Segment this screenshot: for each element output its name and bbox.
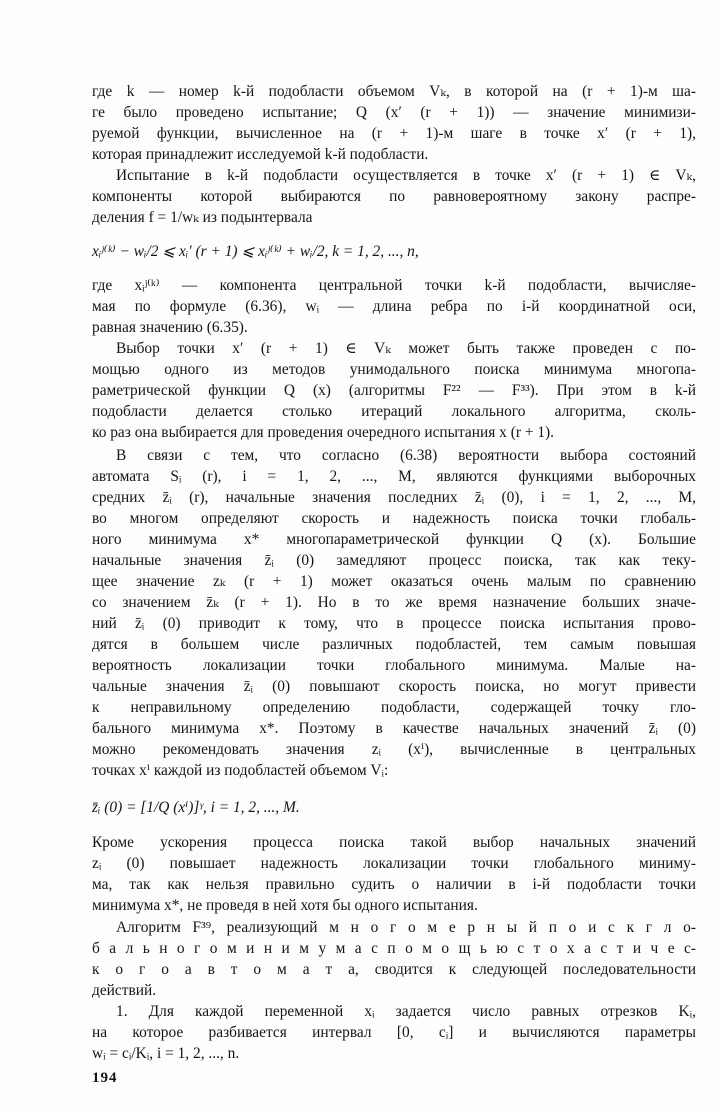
text-line: ний z̄ᵢ (0) приводит к тому, что в процессе поиска испытания прово- [92,615,696,632]
text-line: точках xⁱ каждой из подобластей объемом Vᵢ: [92,762,389,779]
interval-formula: xᵢʲ⁽ᵏ⁾ − wᵢ/2 ⩽ xᵢ′ (r + 1) ⩽ xᵢʲ⁽ᵏ⁾ + wᵢ/2, k = 1, 2, ..., n, [92,243,419,260]
text-line: к о г о а в т о м а т а, сводится к следующей последовательности [92,961,696,978]
text-line: ного минимума x* многопараметрической функции Q (x). Большие [92,531,696,548]
text-line: мая по формуле (6.36), wᵢ — длина ребра по i-й координатной оси, [92,298,696,315]
text-line: вероятность локализации точки глобального минимума. Малые на- [92,657,696,674]
text-line: минимума x*, не проведя в ней хотя бы одного испытания. [92,897,478,914]
text-line: дятся в большем числе различных подобластей, тем самым повышая [92,636,696,653]
text-line: можно рекомендовать значения zᵢ (xⁱ), вычисленные в центральных [92,741,696,758]
text-line: мощью одного из методов унимодального поиска минимума многопа- [92,361,696,378]
text-line: бального минимума x*. Поэтому в качестве начальных значений z̄ᵢ (0) [92,720,696,737]
text-line: Кроме ускорения процесса поиска такой выбор начальных значений [92,834,696,851]
text-line: со значением z̄ₖ (r + 1). Но в то же время назначение больших значе- [92,594,696,611]
text-line: ко раз она выбирается для проведения очередного испытания x (r + 1). [92,424,554,441]
text-line: Испытание в k-й подобласти осуществляется в точке x′ (r + 1) ∈ Vₖ, [116,167,696,184]
text-line: подобласти делается столько итераций локального алгоритма, сколь- [92,403,696,420]
text-line: к неправильному определению подобласти, содержащей точку гло- [92,699,696,716]
text-line: б а л ь н о г о м и н и м у м а с п о м о щ ь ю с т о х а с т и ч е с- [92,940,696,957]
text-line: во многом определяют скорость и надежность поиска точки глобаль- [92,510,696,527]
text-line: которая принадлежит исследуемой k-й подобласти. [92,146,429,163]
text-line: автомата Sᵢ (r), i = 1, 2, ..., M, являются функциями выборочных [92,468,696,485]
text-line: ге было проведено испытание; Q (x′ (r + 1)) — значение минимизи- [92,104,696,121]
text-line: ма, так как нельзя правильно судить о наличии в i-й подобласти точки [92,876,696,893]
text-line: начальные значения z̄ᵢ (0) замедляют процесс поиска, так как теку- [92,552,696,569]
text-line: В связи с тем, что согласно (6.38) вероятности выбора состояний [116,447,696,464]
text-line: деления f = 1/wₖ из подынтервала [92,209,313,226]
text-line: компоненты которой выбираются по равновероятному закону распре- [92,188,696,205]
text-line: где k — номер k-й подобласти объемом Vₖ, в которой на (r + 1)-м ша- [92,83,696,100]
text-line: где xᵢʲ⁽ᵏ⁾ — компонента центральной точки k-й подобласти, вычисляе- [92,277,696,294]
text-line: действий. [92,982,157,999]
text-line: на которое разбивается интервал [0, cᵢ] и вычисляются параметры [92,1024,696,1041]
text-line: щее значение zₖ (r + 1) может оказаться очень малым по сравнению [92,573,696,590]
text-line: wᵢ = cᵢ/Kᵢ, i = 1, 2, ..., n. [92,1045,240,1062]
page-number: 194 [92,1070,118,1086]
text-line: 1. Для каждой переменной xᵢ задается число равных отрезков Kᵢ, [116,1003,696,1020]
text-line: Выбор точки x′ (r + 1) ∈ Vₖ может быть также проведен с по- [116,340,696,357]
text-line: чальные значения z̄ᵢ (0) повышают скорость поиска, но могут привести [92,678,696,695]
text-line: zᵢ (0) повышает надежность локализации точки глобального миниму- [92,855,696,872]
text-line: Алгоритм F³⁹, реализующий м н о г о м е р н ы й п о и с к г л о- [116,919,696,936]
text-line: средних z̄ᵢ (r), начальные значения последних z̄ᵢ (0), i = 1, 2, ..., M, [92,489,696,506]
text-line: руемой функции, вычисленное на (r + 1)-м шаге в точке x′ (r + 1), [92,125,696,142]
text-line: равная значению (6.35). [92,319,248,336]
initial-value-formula: z̄ᵢ (0) = [1/Q (xⁱ)]ᵞ, i = 1, 2, ..., M. [92,799,300,816]
text-line: раметрической функции Q (x) (алгоритмы F²² — F³³). При этом в k-й [92,382,696,399]
